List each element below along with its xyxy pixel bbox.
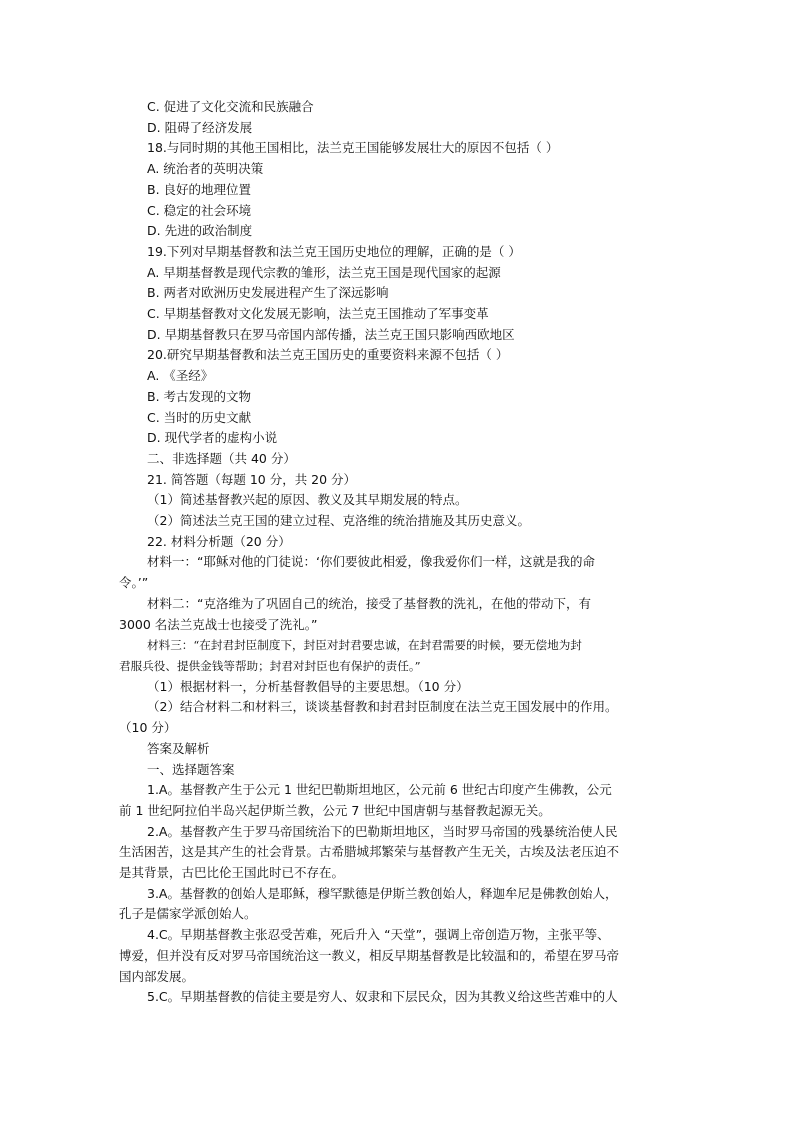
sub-question: （1）根据材料一，分析基督教倡导的主要思想。（10 分） [147,678,469,694]
answer-line: 国内部发展。 [119,968,195,984]
option-line: C. 早期基督教对文化发展无影响，法兰克王国推动了军事变革 [147,306,489,322]
option-line: B. 良好的地理位置 [147,181,252,197]
answer-line: 孔子是儒家学派创始人。 [119,906,257,922]
document-page [119,97,682,1008]
answer-line: 生活困苦，这是其产生的社会背景。古希腊城邦繁荣与基督教产生无关，古埃及法老压迫不 [119,844,620,860]
answers-title: 答案及解析 [147,740,210,756]
question-21: 21. 简答题（每题 10 分，共 20 分） [147,471,357,487]
answer-line: 前 1 世纪阿拉伯半岛兴起伊斯兰教，公元 7 世纪中国唐朝与基督教起源无关。 [119,802,551,818]
option-line: D. 先进的政治制度 [147,223,253,239]
question-18: 18.与同时期的其他王国相比，法兰克王国能够发展壮大的原因不包括（ ） [147,140,559,156]
sub-question: （2）简述法兰克王国的建立过程、克洛维的统治措施及其历史意义。 [147,513,530,529]
question-19: 19.下列对早期基督教和法兰克王国历史地位的理解，正确的是（ ） [147,243,521,259]
material-2-line: 3000 名法兰克战士也接受了洗礼。” [119,616,318,632]
option-line: C. 当时的历史文献 [147,409,252,425]
answer-line: 博爱，但并没有反对罗马帝国统治这一教义，相反早期基督教是比较温和的，希望在罗马帝 [119,947,620,963]
sub-question: （10 分） [119,720,177,736]
option-line: D. 早期基督教只在罗马帝国内部传播，法兰克王国只影响西欧地区 [147,326,515,342]
answers-section: 一、选择题答案 [147,761,235,777]
section-heading: 二、非选择题（共 40 分） [147,450,296,466]
question-20: 20.研究早期基督教和法兰克王国历史的重要资料来源不包括（ ） [147,347,509,363]
option-line: B. 考古发现的文物 [147,388,252,404]
answer-line: 4.C。早期基督教主张忍受苦难，死后升入 “天堂”，强调上帝创造万物，主张平等、 [147,927,610,943]
answer-line: 是其背景，古巴比伦王国此时已不存在。 [119,865,345,881]
option-line: D. 阻碍了经济发展 [147,119,253,135]
sub-question: （2）结合材料二和材料三，谈谈基督教和封君封臣制度在法兰克王国发展中的作用。 [147,699,618,715]
option-line: C. 促进了文化交流和民族融合 [147,99,314,114]
material-2-line: 材料二：“克洛维为了巩固自己的统治，接受了基督教的洗礼，在他的带动下，有 [147,595,591,611]
option-line: B. 两者对欧洲历史发展进程产生了深远影响 [147,285,389,301]
option-line: A. 早期基督教是现代宗教的雏形，法兰克王国是现代国家的起源 [147,264,501,280]
option-line: A. 《圣经》 [147,368,214,384]
material-1-line: 材料一：“耶稣对他的门徒说：‘你们要彼此相爱，像我爱你们一样，这就是我的命 [147,554,595,570]
question-22: 22. 材料分析题（20 分） [147,533,291,549]
material-3-line: 君服兵役、提供金钱等帮助；封君对封臣也有保护的责任。” [119,658,421,673]
option-line: C. 稳定的社会环境 [147,202,252,218]
material-1-line: 令。’” [119,575,149,591]
answer-line: 5.C。早期基督教的信徒主要是穷人、奴隶和下层民众，因为其教义给这些苦难中的人 [147,989,618,1005]
answer-line: 1.A。基督教产生于公元 1 世纪巴勒斯坦地区，公元前 6 世纪古印度产生佛教，公元 [147,782,612,798]
option-line: A. 统治者的英明决策 [147,161,264,177]
answer-line: 2.A。基督教产生于罗马帝国统治下的巴勒斯坦地区，当时罗马帝国的残暴统治使人民 [147,823,618,839]
sub-question: （1）简述基督教兴起的原因、教义及其早期发展的特点。 [147,492,468,508]
option-line: D. 现代学者的虚构小说 [147,430,278,446]
material-3-line: 材料三：“在封君封臣制度下，封臣对封君要忠诚，在封君需要的时候，要无偿地为封 [147,638,582,653]
answer-line: 3.A。基督教的创始人是耶稣，穆罕默德是伊斯兰教创始人，释迦牟尼是佛教创始人， [147,885,618,901]
